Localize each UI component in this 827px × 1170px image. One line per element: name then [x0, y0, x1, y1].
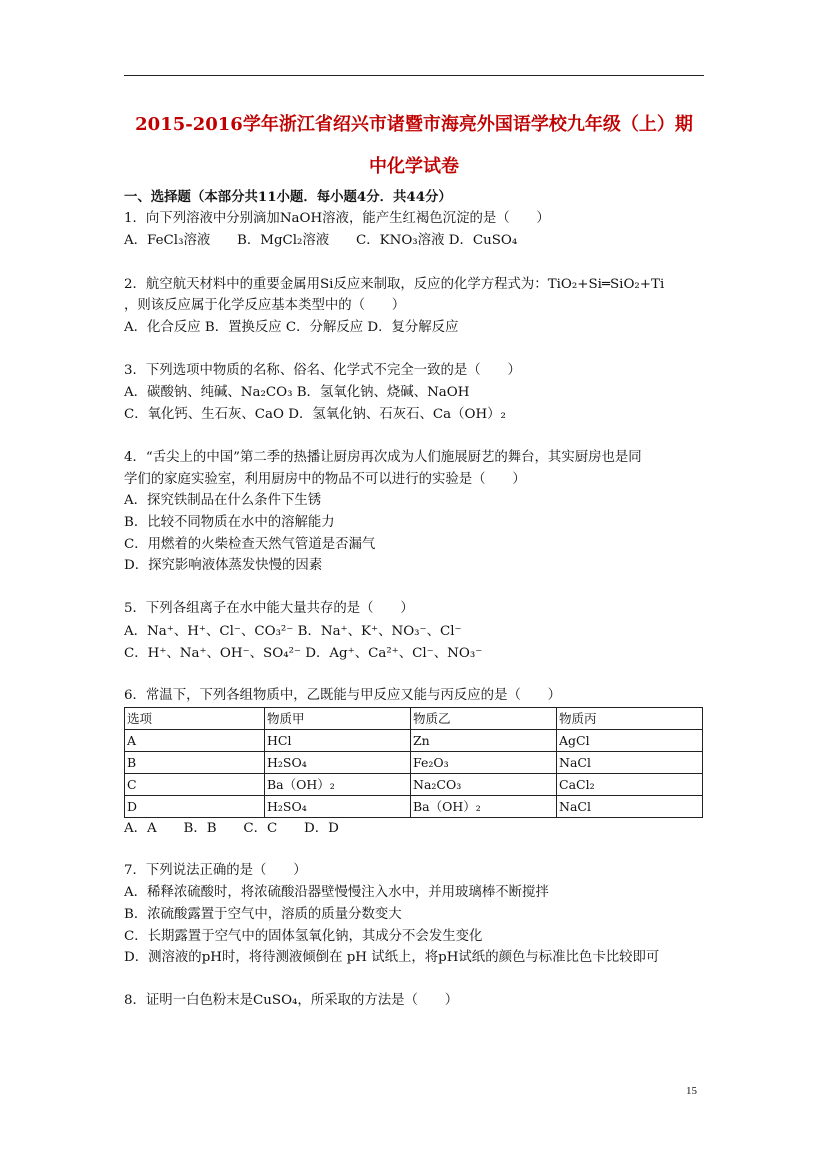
q7-stem: 7．下列说法正确的是（ ）: [124, 863, 307, 878]
table-cell: H₂SO₄: [265, 752, 411, 774]
table-cell: Zn: [411, 730, 557, 752]
table-header-cell: 物质甲: [265, 708, 411, 730]
table-cell: Na₂CO₃: [411, 774, 557, 796]
table-cell: D: [125, 796, 265, 818]
header-rule: [124, 75, 704, 76]
q4-stem-cont: 学们的家庭实验室，利用厨房中的物品不可以进行的实验是（ ）: [124, 472, 526, 487]
q8-stem: 8．证明一白色粉末是CuSO₄，所采取的方法是（ ）: [124, 993, 459, 1008]
q4-stem: 4．“舌尖上的中国”第二季的热播让厨房再次成为人们施展厨艺的舞台，其实厨房也是同: [124, 450, 642, 465]
q2-options: A．化合反应 B．置换反应 C．分解反应 D．复分解反应: [124, 320, 459, 335]
q7-option-a: A．稀释浓硫酸时，将浓硫酸沿器壁慢慢注入水中，并用玻璃棒不断搅拌: [124, 885, 549, 900]
table-header-cell: 物质乙: [411, 708, 557, 730]
q2-stem: 2．航空航天材料中的重要金属用Si反应来制取，反应的化学方程式为：TiO₂+Si═SiO₂+Ti: [124, 277, 665, 292]
q7-option-d: D．测溶液的pH时，将待测液倾倒在 pH 试纸上，将pH试纸的颜色与标准比色卡比较即可: [124, 950, 660, 965]
q3-stem: 3．下列选项中物质的名称、俗名、化学式不完全一致的是（ ）: [124, 363, 521, 378]
table-row: [125, 796, 703, 818]
table-cell: H₂SO₄: [265, 796, 411, 818]
q5-stem: 5．下列各组离子在水中能大量共存的是（ ）: [124, 601, 414, 616]
table-row: [125, 730, 703, 752]
q2-stem-cont: ，则该反应属于化学反应基本类型中的（ ）: [124, 298, 406, 313]
table-cell: C: [125, 774, 265, 796]
table-row: [125, 774, 703, 796]
table-cell: Fe₂O₃: [411, 752, 557, 774]
table-cell: HCl: [265, 730, 411, 752]
table-header-row: [125, 708, 703, 730]
q6-table: [124, 707, 703, 818]
table-cell: NaCl: [557, 752, 703, 774]
table-cell: A: [125, 730, 265, 752]
table-cell: B: [125, 752, 265, 774]
q5-options-cd: C．H⁺、Na⁺、OH⁻、SO₄²⁻ D．Ag⁺、Ca²⁺、Cl⁻、NO₃⁻: [124, 646, 483, 661]
table-header-cell: 选项: [125, 708, 265, 730]
table-cell: Ba（OH）₂: [411, 796, 557, 818]
q7-option-c: C．长期露置于空气中的固体氢氧化钠，其成分不会发生变化: [124, 929, 483, 944]
q4-option-a: A．探究铁制品在什么条件下生锈: [124, 493, 322, 508]
q1-options: A．FeCl₃溶液 B．MgCl₂溶液 C．KNO₃溶液 D．CuSO₄: [124, 233, 518, 248]
page-number: 15: [686, 1085, 697, 1097]
q3-options-ab: A．碳酸钠、纯碱、Na₂CO₃ B．氢氧化钠、烧碱、NaOH: [124, 385, 470, 400]
q6-options: A．A B．B C．C D．D: [124, 821, 339, 836]
section-heading: 一、选择题（本部分共11小题．每小题4分．共44分）: [124, 189, 452, 205]
q1-stem: 1．向下列溶液中分别滴加NaOH溶液，能产生红褐色沉淀的是（ ）: [124, 211, 550, 226]
title-line-1: 2015-2016学年浙江省绍兴市诸暨市海亮外国语学校九年级（上）期: [135, 114, 693, 135]
table-cell: Ba（OH）₂: [265, 774, 411, 796]
title-line-2: 中化学试卷: [369, 156, 459, 177]
table-row: [125, 752, 703, 774]
q4-option-c: C．用燃着的火柴检查天然气管道是否漏气: [124, 537, 376, 552]
q7-option-b: B．浓硫酸露置于空气中，溶质的质量分数变大: [124, 907, 402, 922]
q5-options-ab: A．Na⁺、H⁺、Cl⁻、CO₃²⁻ B．Na⁺、K⁺、NO₃⁻、Cl⁻: [124, 624, 462, 639]
table-cell: NaCl: [557, 796, 703, 818]
table-header-cell: 物质丙: [557, 708, 703, 730]
q6-stem: 6．常温下，下列各组物质中，乙既能与甲反应又能与丙反应的是（ ）: [124, 688, 562, 703]
q4-option-b: B．比较不同物质在水中的溶解能力: [124, 515, 335, 530]
q3-options-cd: C．氧化钙、生石灰、CaO D．氢氧化钠、石灰石、Ca（OH）₂: [124, 407, 506, 422]
table-cell: CaCl₂: [557, 774, 703, 796]
table-cell: AgCl: [557, 730, 703, 752]
q4-option-d: D．探究影响液体蒸发快慢的因素: [124, 558, 323, 573]
